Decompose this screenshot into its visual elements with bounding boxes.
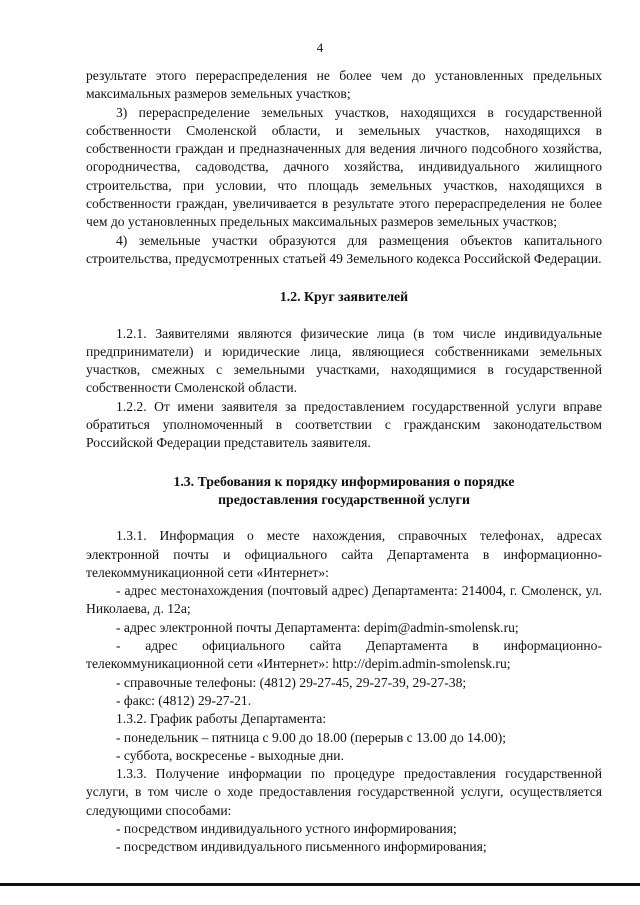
- section-heading-1-3-line2: предоставления государственной услуги: [218, 491, 470, 507]
- method-written: - посредством индивидуального письменного информирования;: [116, 839, 487, 855]
- section-heading-1-2: 1.2. Круг заявителей: [279, 289, 409, 305]
- paragraph-1-3-3: 1.3.3. Получение информации по процедуре предоставления государственной услуги, в том числе о ходе предоставления государственной услуги, осуществляется следующими способами:: [86, 766, 602, 818]
- address-item: - адрес местонахождения (почтовый адрес) Департамента: 214004, г. Смоленск, ул. Николаева, д. 12а;: [86, 583, 602, 617]
- section-heading-1-3: [86, 473, 602, 510]
- email-item: - адрес электронной почты Департамента: depim@admin-smolensk.ru;: [116, 619, 519, 635]
- paragraph-1-2-2: 1.2.2. От имени заявителя за предоставлением государственной услуги вправе обратиться уполномоченный в соответствии с гражданским законодательством Российской Федерации представитель заявителя.: [86, 398, 602, 451]
- document-body: [86, 67, 602, 857]
- list-item-3: 3) перераспределение земельных участков, находящихся в государственной собственности Смоленской области, и земельных участков, находящихся в собственности граждан и предназначенных для ведения личного подсобного хозяйства, огородничества, садоводства, дачного хозяйства, индивидуального жилищного строительства, при условии, что площадь земельных участков, находящихся в собственности граждан, увеличивается в результате этого перераспределения не более чем до установленных предельных максимальных размеров земельных участков;: [86, 104, 602, 230]
- fax-item: - факс: (4812) 29-27-21.: [116, 692, 252, 708]
- website-item: - адрес официального сайта Департамента в информационно-телекоммуникационной сети «Интернет»: http://depim.admin-smolensk.ru;: [86, 638, 602, 672]
- schedule-weekend: - суббота, воскресенье - выходные дни.: [116, 747, 344, 763]
- bottom-divider: [0, 883, 640, 886]
- section-heading-1-3-line1: 1.3. Требования к порядку информирования о порядке: [173, 473, 515, 489]
- list-item-4: 4) земельные участки образуются для размещения объектов капитального строительства, предусмотренных статьей 49 Земельного кодекса Российской Федерации.: [86, 232, 602, 266]
- paragraph-1-2-1: 1.2.1. Заявителями являются физические лица (в том числе индивидуальные предприниматели) и юридические лица, являющиеся собственниками земельных участков, смежных с земельными участками, находящимися в государственной собственности Смоленской области.: [86, 325, 602, 396]
- paragraph-continuation: результате этого перераспределения не более чем до установленных предельных максимальных размеров земельных участков;: [86, 68, 602, 102]
- page-number: 4: [316, 40, 324, 55]
- phones-item: - справочные телефоны: (4812) 29-27-45, 29-27-39, 29-27-38;: [116, 674, 467, 690]
- paragraph-1-3-1: 1.3.1. Информация о месте нахождения, справочных телефонах, адресах электронной почты и официального сайта Департамента в информационно-телекоммуникационной сети «Интернет»:: [86, 528, 602, 580]
- schedule-weekdays: - понедельник – пятница с 9.00 до 18.00 (перерыв с 13.00 до 14.00);: [116, 729, 507, 745]
- paragraph-1-3-2: 1.3.2. График работы Департамента:: [116, 711, 327, 727]
- method-oral: - посредством индивидуального устного информирования;: [116, 820, 457, 836]
